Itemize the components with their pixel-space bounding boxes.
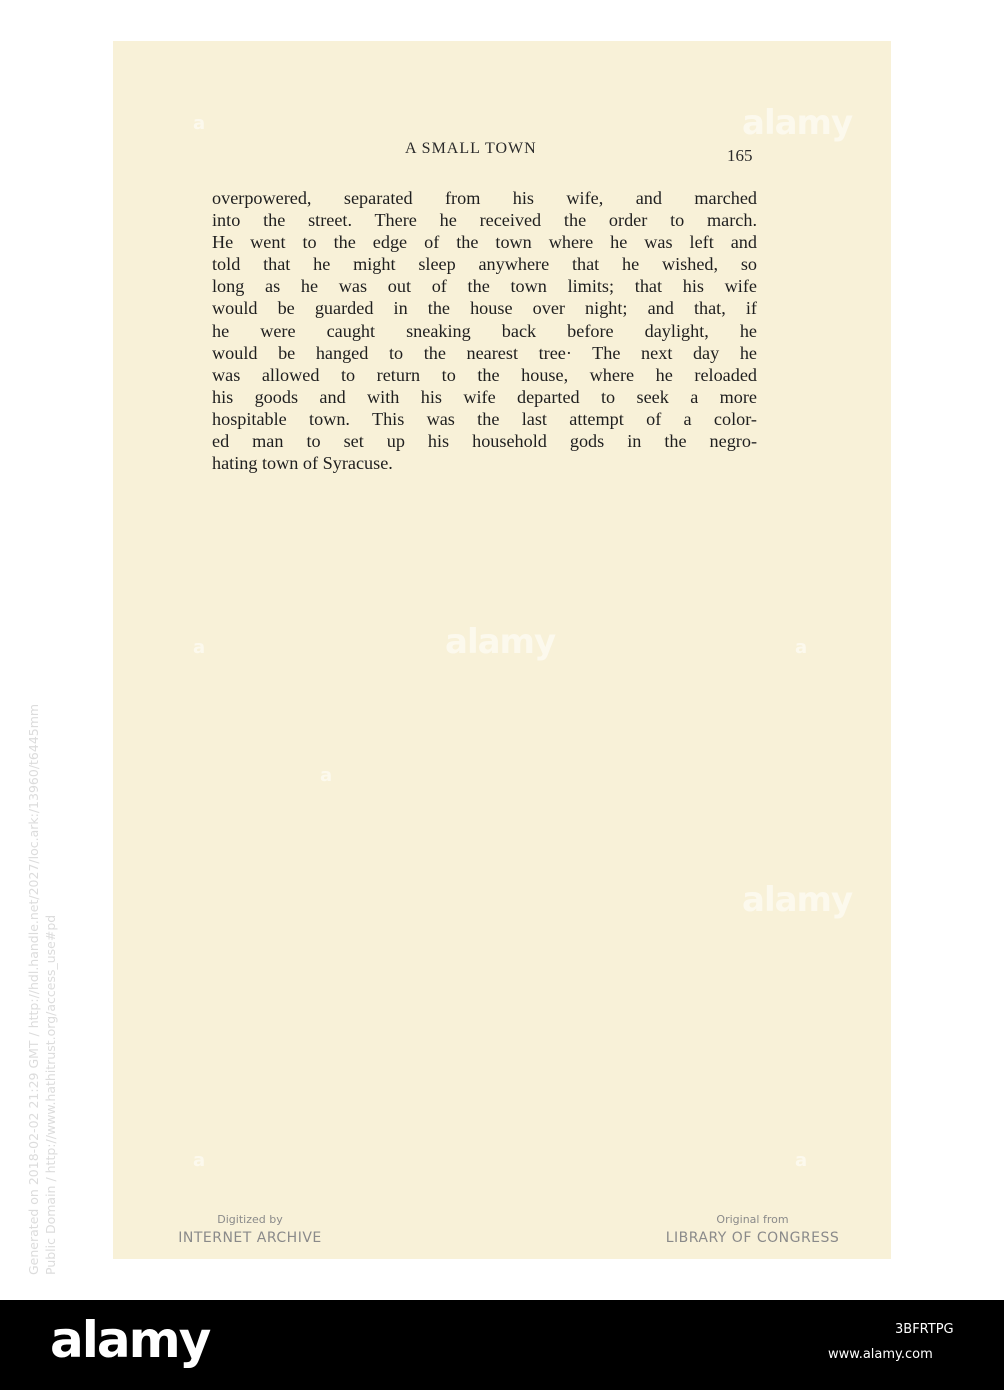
body-line: his goods and with his wife departed to seek a more	[212, 386, 757, 407]
alamy-watermark-glyph: a	[795, 1150, 807, 1171]
running-title: A SMALL TOWN	[405, 140, 537, 157]
body-line: overpowered, separated from his wife, and marched	[212, 188, 757, 208]
body-line: was allowed to return to the house, where he reloaded	[212, 364, 757, 385]
body-line: would be guarded in the house over night; and that, if	[212, 298, 757, 319]
alamy-logo: alamy	[50, 1311, 210, 1369]
body-line: told that he might sleep anywhere that he wished, so	[212, 254, 757, 275]
internet-archive-label: INTERNET ARCHIVE	[178, 1230, 322, 1246]
alamy-watermark: alamy	[742, 103, 853, 143]
body-line: ed man to set up his household gods in the negro-	[212, 431, 757, 452]
body-line: hating town of Syracuse.	[212, 453, 393, 474]
alamy-watermark-glyph: a	[795, 637, 807, 658]
stock-footer-bar	[0, 1300, 1004, 1390]
alamy-watermark-glyph: a	[193, 1150, 205, 1171]
image-id: 3BFRTPG	[895, 1322, 954, 1337]
body-line: into the street. There he received the order to march.	[212, 210, 757, 231]
body-line: long as he was out of the town limits; that his wife	[212, 276, 757, 297]
page-number: 165	[727, 146, 753, 165]
body-paragraph	[212, 187, 757, 474]
running-head	[0, 140, 1004, 164]
alamy-watermark: alamy	[742, 880, 853, 920]
alamy-watermark: alamy	[445, 622, 556, 662]
body-line: he were caught sneaking back before daylight, he	[212, 320, 757, 341]
original-from-credit	[640, 1212, 865, 1248]
stamp-line-generated: Generated on 2018-02-02 21:29 GMT / http://hdl.handle.net/2027/loc.ark:/13960/t6445mm	[26, 703, 41, 1275]
alamy-watermark-glyph: a	[193, 637, 205, 658]
digitized-by-credit	[160, 1212, 340, 1248]
alamy-watermark-glyph: a	[193, 113, 205, 134]
body-line: would be hanged to the nearest tree· The next day he	[212, 342, 757, 363]
body-line: He went to the edge of the town where he was left and	[212, 232, 757, 253]
original-from-label: Original from	[716, 1213, 789, 1226]
digitized-by-label: Digitized by	[217, 1213, 283, 1226]
alamy-watermark-glyph: a	[320, 765, 332, 786]
stamp-line-rights: Public Domain / http://www.hathitrust.org/access_use#pd	[43, 914, 58, 1275]
hathitrust-stamp	[25, 704, 59, 1275]
body-line: hospitable town. This was the last attempt of a color-	[212, 408, 757, 429]
alamy-url: www.alamy.com	[828, 1347, 933, 1362]
library-of-congress-label: LIBRARY OF CONGRESS	[665, 1230, 840, 1246]
